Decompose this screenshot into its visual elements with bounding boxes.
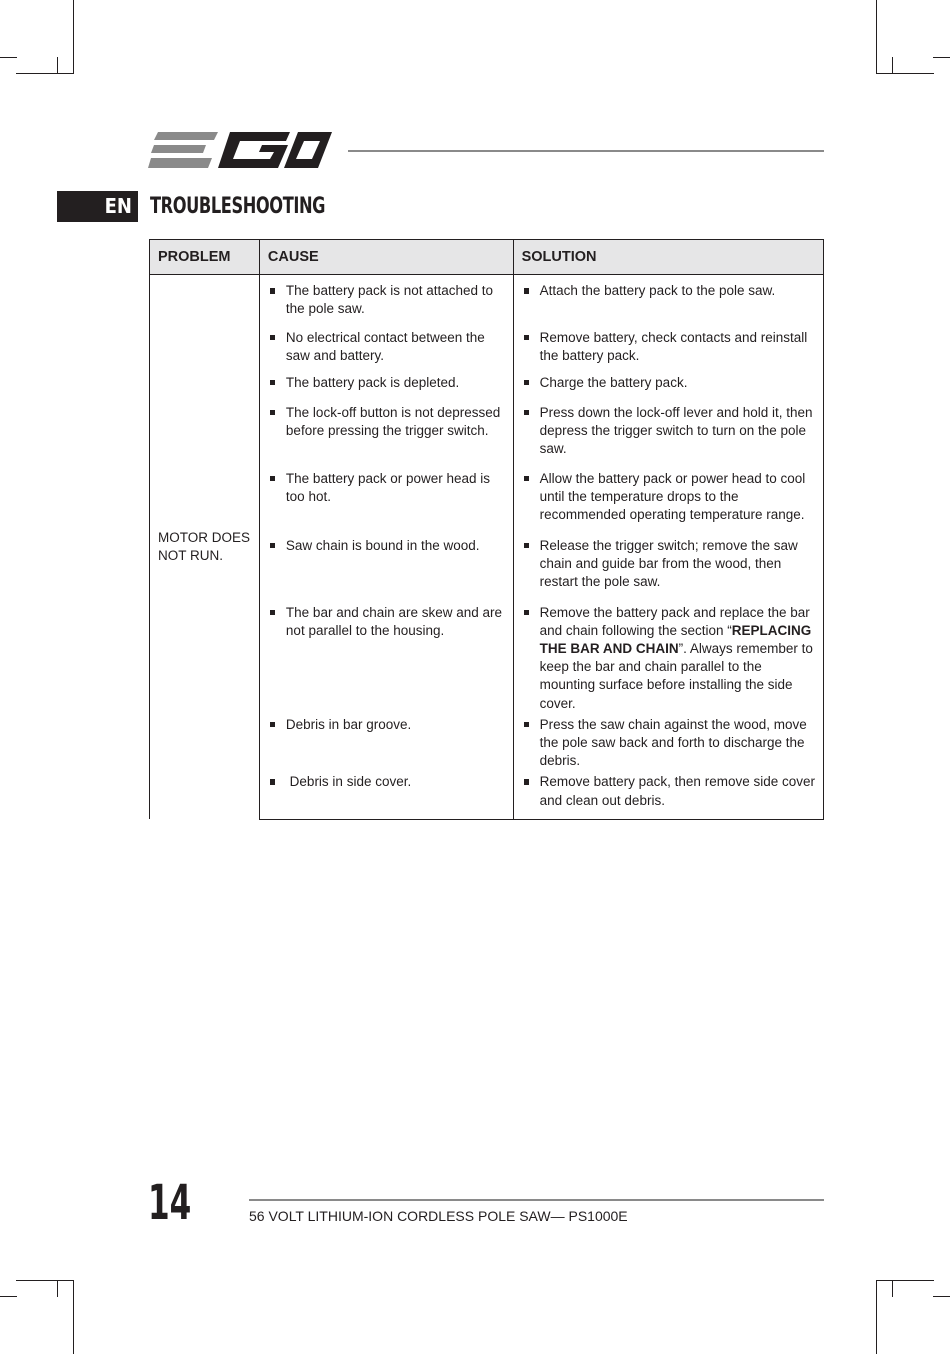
crop-mark bbox=[933, 57, 950, 58]
solution-cell bbox=[513, 534, 823, 601]
crop-mark bbox=[73, 1280, 74, 1354]
solution-cell bbox=[513, 467, 823, 534]
header-problem: PROBLEM bbox=[150, 240, 260, 275]
troubleshooting-table bbox=[149, 239, 824, 820]
cause-text: The battery pack or power head is too hot. bbox=[285, 470, 491, 504]
header-rule bbox=[348, 150, 824, 152]
solution-text: Remove battery, check contacts and reinstall the battery pack. bbox=[539, 329, 808, 363]
table-header-row bbox=[150, 240, 824, 275]
header-cause: CAUSE bbox=[259, 240, 513, 275]
solution-cell bbox=[513, 275, 823, 323]
solution-cell bbox=[513, 371, 823, 401]
bullet-icon bbox=[524, 380, 530, 386]
bullet-icon bbox=[524, 722, 530, 728]
solution-cell bbox=[513, 601, 823, 713]
crop-mark bbox=[16, 1280, 74, 1281]
bullet-icon bbox=[270, 610, 276, 616]
crop-mark bbox=[876, 1280, 934, 1281]
solution-text-post: ”. Always remember to keep the bar and chain parallel to the mounting surface before installing the side cover. bbox=[539, 640, 813, 711]
bullet-icon bbox=[524, 610, 530, 616]
cause-text: The lock-off button is not depressed before pressing the trigger switch. bbox=[285, 404, 501, 438]
cause-text: The battery pack is not attached to the pole saw. bbox=[285, 283, 494, 317]
page-number: 14 bbox=[148, 1175, 192, 1231]
cause-cell bbox=[259, 371, 513, 401]
solution-text: Charge the battery pack. bbox=[539, 374, 688, 390]
solution-text: Release the trigger switch; remove the saw chain and guide bar from the wood, then restart the pole saw. bbox=[539, 537, 798, 589]
solution-text: Press the saw chain against the wood, move the pole saw back and forth to discharge the debris. bbox=[539, 716, 807, 769]
section-title: TROUBLESHOOTING bbox=[150, 194, 326, 219]
bullet-icon bbox=[270, 288, 276, 294]
solution-text-pre: Remove the battery pack and replace the bar and chain following the section “ bbox=[539, 604, 810, 638]
cause-text: Debris in side cover. bbox=[285, 774, 412, 790]
cause-cell bbox=[259, 601, 513, 713]
bullet-icon bbox=[270, 335, 276, 341]
table-row bbox=[150, 275, 824, 323]
cause-cell bbox=[259, 401, 513, 467]
footer-title: 56 VOLT LITHIUM-ION CORDLESS POLE SAW— PS1000E bbox=[249, 1208, 628, 1224]
cause-cell bbox=[259, 467, 513, 534]
crop-mark bbox=[876, 0, 877, 74]
bullet-icon bbox=[524, 410, 530, 416]
solution-cell bbox=[513, 401, 823, 467]
footer-rule bbox=[249, 1199, 824, 1201]
section-reference: REPLACING THE BAR AND CHAIN bbox=[539, 622, 812, 656]
cause-text: The bar and chain are skew and are not parallel to the housing. bbox=[285, 604, 503, 638]
cause-cell bbox=[259, 713, 513, 771]
crop-mark bbox=[892, 1280, 893, 1297]
bullet-icon bbox=[524, 288, 530, 294]
language-tab: EN bbox=[57, 191, 138, 222]
ego-logo bbox=[148, 128, 333, 172]
bullet-icon bbox=[270, 410, 276, 416]
crop-mark bbox=[933, 1296, 950, 1297]
solution-text bbox=[540, 604, 815, 713]
solution-text: Allow the battery pack or power head to cool until the temperature drops to the recommended operating temperature range. bbox=[539, 470, 806, 522]
solution-text: Remove battery pack, then remove side cover and clean out debris. bbox=[539, 774, 815, 808]
bullet-icon bbox=[524, 543, 530, 549]
cause-cell bbox=[259, 534, 513, 601]
bullet-icon bbox=[270, 722, 276, 728]
crop-mark bbox=[57, 1280, 58, 1297]
bullet-icon bbox=[270, 380, 276, 386]
crop-mark bbox=[0, 57, 17, 58]
bullet-icon bbox=[270, 779, 276, 785]
crop-mark bbox=[73, 0, 74, 74]
header-solution: SOLUTION bbox=[513, 240, 823, 275]
crop-mark bbox=[16, 73, 74, 74]
problem-text: MOTOR DOES NOT RUN. bbox=[158, 529, 251, 564]
problem-cell bbox=[150, 275, 260, 820]
cause-cell bbox=[259, 323, 513, 371]
crop-mark bbox=[0, 1296, 17, 1297]
solution-cell bbox=[513, 713, 823, 771]
crop-mark bbox=[876, 73, 934, 74]
cause-cell bbox=[259, 275, 513, 323]
crop-mark bbox=[57, 57, 58, 74]
bullet-icon bbox=[524, 476, 530, 482]
crop-mark bbox=[876, 1280, 877, 1354]
bullet-icon bbox=[524, 779, 530, 785]
cause-text: The battery pack is depleted. bbox=[285, 374, 460, 390]
bullet-icon bbox=[524, 335, 530, 341]
solution-cell bbox=[513, 770, 823, 819]
cause-text: No electrical contact between the saw and battery. bbox=[285, 329, 485, 363]
bullet-icon bbox=[270, 476, 276, 482]
solution-text: Attach the battery pack to the pole saw. bbox=[539, 283, 776, 298]
cause-text: Saw chain is bound in the wood. bbox=[285, 537, 480, 553]
solution-text: Press down the lock-off lever and hold it, then depress the trigger switch to turn on the pole saw. bbox=[539, 404, 813, 456]
crop-mark bbox=[892, 57, 893, 74]
cause-cell bbox=[259, 770, 513, 819]
solution-cell bbox=[513, 323, 823, 371]
cause-text: Debris in bar groove. bbox=[285, 716, 412, 732]
bullet-icon bbox=[270, 543, 276, 549]
